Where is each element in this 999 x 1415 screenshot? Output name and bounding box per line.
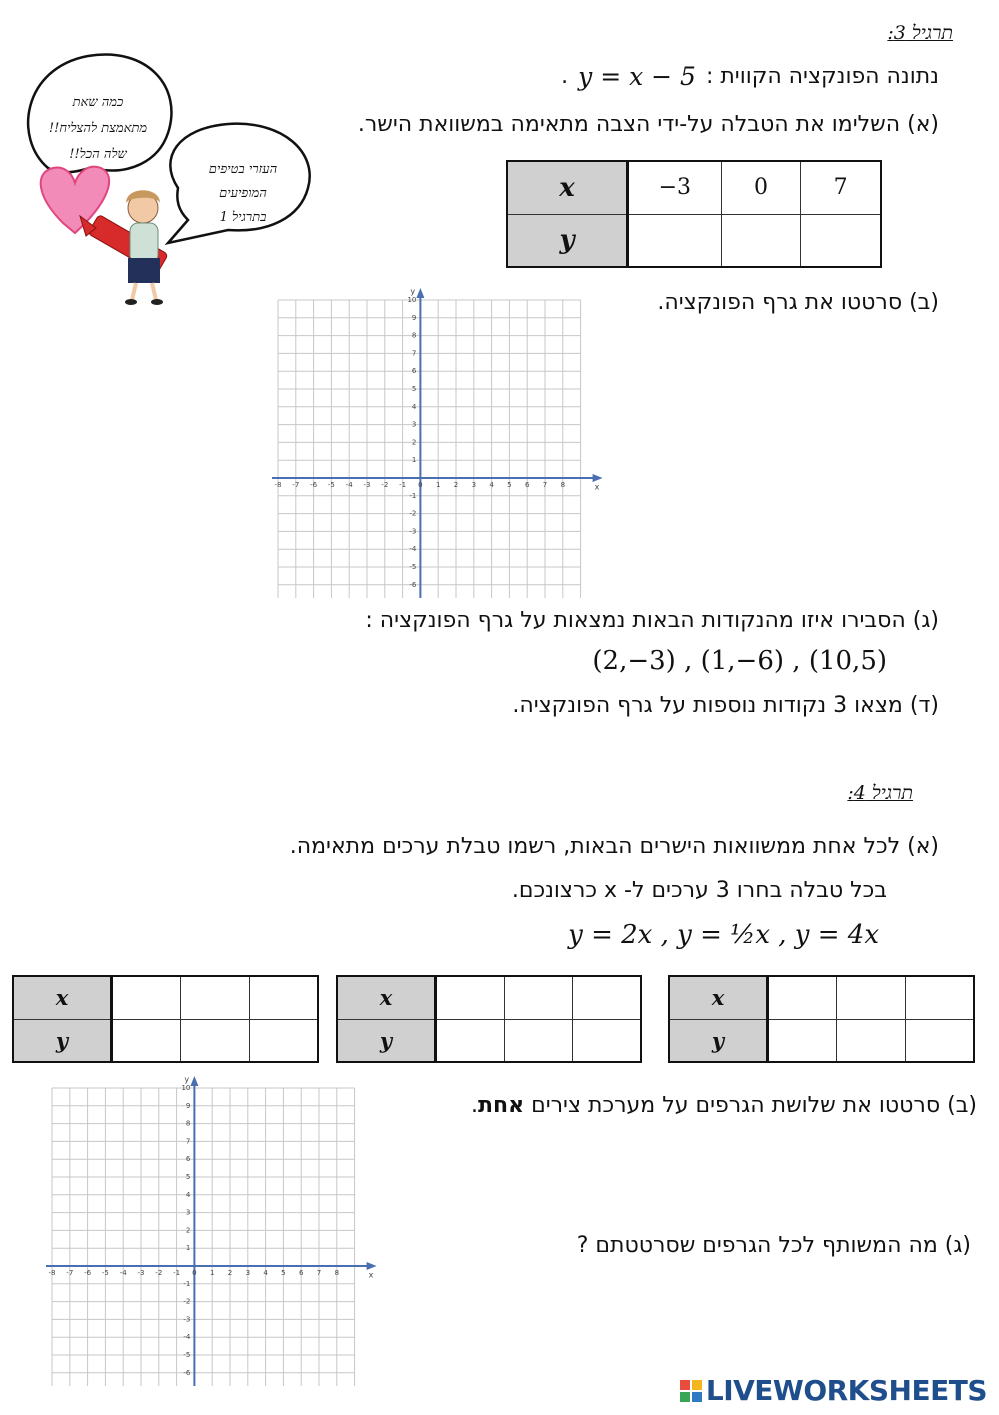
x-tick-label: 5: [507, 480, 512, 489]
x-tick-label: -8: [274, 480, 282, 489]
x-value-input[interactable]: [769, 977, 836, 1019]
y-value-input[interactable]: [769, 1020, 836, 1062]
logo-square: [680, 1392, 690, 1402]
table-input-cell[interactable]: [181, 976, 249, 1019]
y-value-input[interactable]: [181, 1020, 248, 1062]
y-tick-label: 6: [411, 367, 417, 376]
x-tick-label: 4: [489, 480, 494, 489]
x-tick-label: -3: [137, 1268, 145, 1277]
logo-grid-icon: [680, 1380, 702, 1402]
y-tick-label: 3: [411, 420, 417, 429]
y-axis-label: y: [184, 1076, 190, 1084]
y-value-input[interactable]: [629, 215, 721, 267]
x-tick-label: 3: [245, 1268, 251, 1277]
y-tick-label: 5: [411, 385, 417, 393]
x-tick-label: 1: [435, 480, 441, 489]
exercise4-part-b: [471, 1093, 977, 1118]
table-input-cell[interactable]: [768, 1019, 837, 1062]
y-tick-label: 5: [185, 1173, 191, 1181]
x-tick-label: -2: [155, 1268, 163, 1277]
part-b-prefix: (ב) סרטטו את שלושת הגרפים על מערכת צירים: [524, 1093, 977, 1118]
exercise4-part-a: (א) לכל אחת ממשוואות הישרים הבאות, רשמו טבלת ערכים מתאימה.: [289, 834, 939, 859]
table-input-cell[interactable]: [436, 1019, 505, 1062]
x-value-input[interactable]: [505, 977, 572, 1019]
y-tick-label: 9: [185, 1101, 191, 1110]
x-tick-label: 7: [316, 1268, 322, 1277]
y-tick-label: -4: [409, 545, 417, 554]
table-input-cell[interactable]: [905, 976, 974, 1019]
x-tick-label: -6: [310, 480, 318, 489]
x-tick-label: -3: [363, 480, 371, 489]
y-tick-label: 9: [411, 313, 417, 322]
exercise3-points: (2,−3) , (1,−6) , (10,5): [592, 646, 887, 676]
exercise3-part-c: (ג) הסבירו איזו מהנקודות הבאות נמצאות על גרף הפונקציה :: [365, 608, 939, 633]
exercise3-function: y = x − 5: [578, 62, 696, 91]
right-bubble-text: [188, 158, 298, 230]
exercise3-part-d: (ד) מצאו 3 נקודות נוספות על גרף הפונקציה.: [512, 693, 939, 718]
table-input-cell[interactable]: [768, 976, 837, 1019]
table-y-input-cell[interactable]: [628, 214, 722, 267]
x-value-input[interactable]: [437, 977, 504, 1019]
table-x-value: 0: [721, 161, 801, 214]
bubble-line: המופיעים: [219, 186, 267, 201]
x-tick-label: -8: [48, 1268, 56, 1277]
table-input-cell[interactable]: [505, 1019, 573, 1062]
x-value-input[interactable]: [837, 977, 904, 1019]
part-b-bold: אחת: [477, 1093, 525, 1118]
y-axis-arrow: [190, 1076, 198, 1086]
exercise4-table-1: [12, 975, 319, 1063]
y-tick-label: -2: [183, 1297, 191, 1306]
x-tick-label: -6: [84, 1268, 92, 1277]
exercise3-part-a: (א) השלימו את הטבלה על-ידי הצבה מתאימה במשוואת הישר.: [357, 112, 939, 137]
y-tick-label: 4: [185, 1190, 191, 1199]
x-tick-label: -5: [327, 480, 335, 489]
x-tick-label: 3: [471, 480, 477, 489]
table-input-cell[interactable]: [837, 976, 905, 1019]
bubble-line: מתאמצת להצליח!!: [48, 121, 148, 136]
bubble-line: בתרגיל 1: [219, 210, 267, 225]
y-tick-label: 7: [185, 1137, 191, 1146]
table-input-cell[interactable]: [249, 976, 318, 1019]
x-tick-label: 4: [263, 1268, 268, 1277]
y-tick-label: -2: [409, 509, 417, 518]
exercise3-part-b: (ב) סרטטו את גרף הפונקציה.: [657, 290, 939, 315]
logo-text: LIVEWORKSHEETS: [705, 1374, 987, 1407]
x-tick-label: 5: [281, 1268, 286, 1277]
table-y-input-cell[interactable]: [801, 214, 881, 267]
table-input-cell[interactable]: [573, 976, 642, 1019]
y-value-input[interactable]: [250, 1020, 317, 1062]
left-bubble-text: [38, 90, 158, 168]
exercise4-part-c: (ג) מה המשותף לכל הגרפים שסרטטתם ?: [576, 1233, 971, 1258]
table-input-cell[interactable]: [505, 976, 573, 1019]
y-tick-label: -4: [183, 1333, 191, 1342]
x-tick-label: -7: [66, 1268, 74, 1277]
x-tick-label: 0: [192, 1268, 197, 1277]
x-axis-label: x: [594, 482, 600, 492]
y-axis-label: y: [410, 288, 416, 296]
x-tick-label: 6: [298, 1268, 304, 1277]
exercise3-value-table: [506, 160, 882, 268]
table-input-cell[interactable]: [573, 1019, 642, 1062]
y-tick-label: 2: [185, 1226, 191, 1235]
table-x-value: 7: [801, 161, 881, 214]
y-tick-label: -1: [409, 491, 417, 500]
x-value-input[interactable]: [250, 977, 317, 1019]
table-y-header: y: [669, 1019, 768, 1062]
y-value-input[interactable]: [906, 1020, 973, 1062]
table-input-cell[interactable]: [112, 1019, 181, 1062]
x-tick-label: -4: [345, 480, 353, 489]
graph2-coordinate-grid[interactable]: [44, 1076, 379, 1386]
exercise4-part-a2: בכל טבלה בחרו 3 ערכים ל- x כרצונכם.: [511, 878, 887, 903]
logo-square: [692, 1380, 702, 1390]
x-value-input[interactable]: [181, 977, 248, 1019]
exercise4-table-2: [336, 975, 642, 1063]
x-value-input[interactable]: [113, 977, 180, 1019]
y-value-input[interactable]: [801, 215, 880, 267]
table-input-cell[interactable]: [249, 1019, 318, 1062]
x-tick-label: 1: [209, 1268, 215, 1277]
x-axis-label: x: [368, 1270, 374, 1280]
y-tick-label: -6: [409, 580, 417, 589]
x-value-input[interactable]: [906, 977, 973, 1019]
y-tick-label: 8: [185, 1119, 191, 1128]
y-tick-label: -3: [409, 527, 417, 536]
x-value-input[interactable]: [573, 977, 640, 1019]
y-tick-label: 4: [411, 402, 417, 411]
y-tick-label: 8: [411, 331, 417, 340]
table-x-header: x: [337, 976, 436, 1019]
y-tick-label: -1: [183, 1279, 191, 1288]
y-tick-label: 6: [185, 1155, 191, 1164]
table-y-input-cell[interactable]: [721, 214, 801, 267]
y-value-input[interactable]: [837, 1020, 904, 1062]
table-x-header: x: [669, 976, 768, 1019]
exercise3-intro: נתונה הפונקציה הקווית :: [705, 64, 939, 89]
y-tick-label: 2: [411, 438, 417, 447]
table-input-cell[interactable]: [181, 1019, 249, 1062]
liveworksheets-logo: [680, 1374, 987, 1407]
y-value-input[interactable]: [505, 1020, 572, 1062]
y-tick-label: 10: [407, 296, 417, 304]
table-x-header: x: [507, 161, 628, 214]
x-tick-label: -1: [173, 1268, 181, 1277]
bubble-line: העזרי בטיפים: [208, 162, 278, 177]
table-input-cell[interactable]: [905, 1019, 974, 1062]
table-y-header: y: [13, 1019, 112, 1062]
y-tick-label: 1: [411, 456, 417, 465]
x-tick-label: 7: [542, 480, 548, 489]
exercise3-title: תרגיל 3:: [887, 22, 953, 44]
y-tick-label: -5: [409, 563, 417, 571]
y-tick-label: 7: [411, 349, 417, 358]
exercise3-intro-line: [561, 62, 939, 91]
y-value-input[interactable]: [573, 1020, 640, 1062]
y-tick-label: -6: [183, 1368, 191, 1377]
x-tick-label: -4: [119, 1268, 127, 1277]
exercise3-intro-end: .: [561, 64, 569, 89]
logo-square: [680, 1380, 690, 1390]
x-tick-label: 0: [418, 480, 423, 489]
x-tick-label: -5: [101, 1268, 109, 1277]
y-tick-label: 1: [185, 1244, 191, 1253]
y-value-input[interactable]: [722, 215, 801, 267]
exercise4-table-3: [668, 975, 975, 1063]
table-input-cell[interactable]: [112, 976, 181, 1019]
bubble-line: כמה שאת: [72, 95, 124, 110]
teacher-avatar: [125, 190, 163, 305]
bubble-line: שלה הכל!!: [69, 147, 127, 162]
x-tick-label: -1: [399, 480, 407, 489]
y-value-input[interactable]: [437, 1020, 504, 1062]
graph1-coordinate-grid[interactable]: [270, 288, 605, 598]
y-tick-label: 3: [185, 1208, 191, 1217]
x-axis-arrow: [593, 474, 603, 482]
x-tick-label: 8: [334, 1268, 340, 1277]
table-y-header: y: [507, 214, 628, 267]
exercise4-title: תרגיל 4:: [847, 782, 913, 804]
x-axis-arrow: [367, 1262, 377, 1270]
y-axis-arrow: [416, 288, 424, 298]
table-y-header: y: [337, 1019, 436, 1062]
logo-square: [692, 1392, 702, 1402]
y-tick-label: -5: [183, 1351, 191, 1359]
x-tick-label: 2: [227, 1268, 233, 1277]
x-tick-label: 6: [524, 480, 530, 489]
table-x-value: −3: [628, 161, 722, 214]
table-x-header: x: [13, 976, 112, 1019]
x-tick-label: 2: [453, 480, 459, 489]
x-tick-label: 8: [560, 480, 566, 489]
part-b-suffix: .: [470, 1093, 478, 1118]
x-tick-label: -7: [292, 480, 300, 489]
y-value-input[interactable]: [113, 1020, 180, 1062]
y-tick-label: 10: [181, 1084, 191, 1092]
table-input-cell[interactable]: [837, 1019, 905, 1062]
x-tick-label: -2: [381, 480, 389, 489]
y-tick-label: -3: [183, 1315, 191, 1324]
exercise4-equations: y = 2x , y = ½x , y = 4x: [568, 920, 879, 950]
table-input-cell[interactable]: [436, 976, 505, 1019]
